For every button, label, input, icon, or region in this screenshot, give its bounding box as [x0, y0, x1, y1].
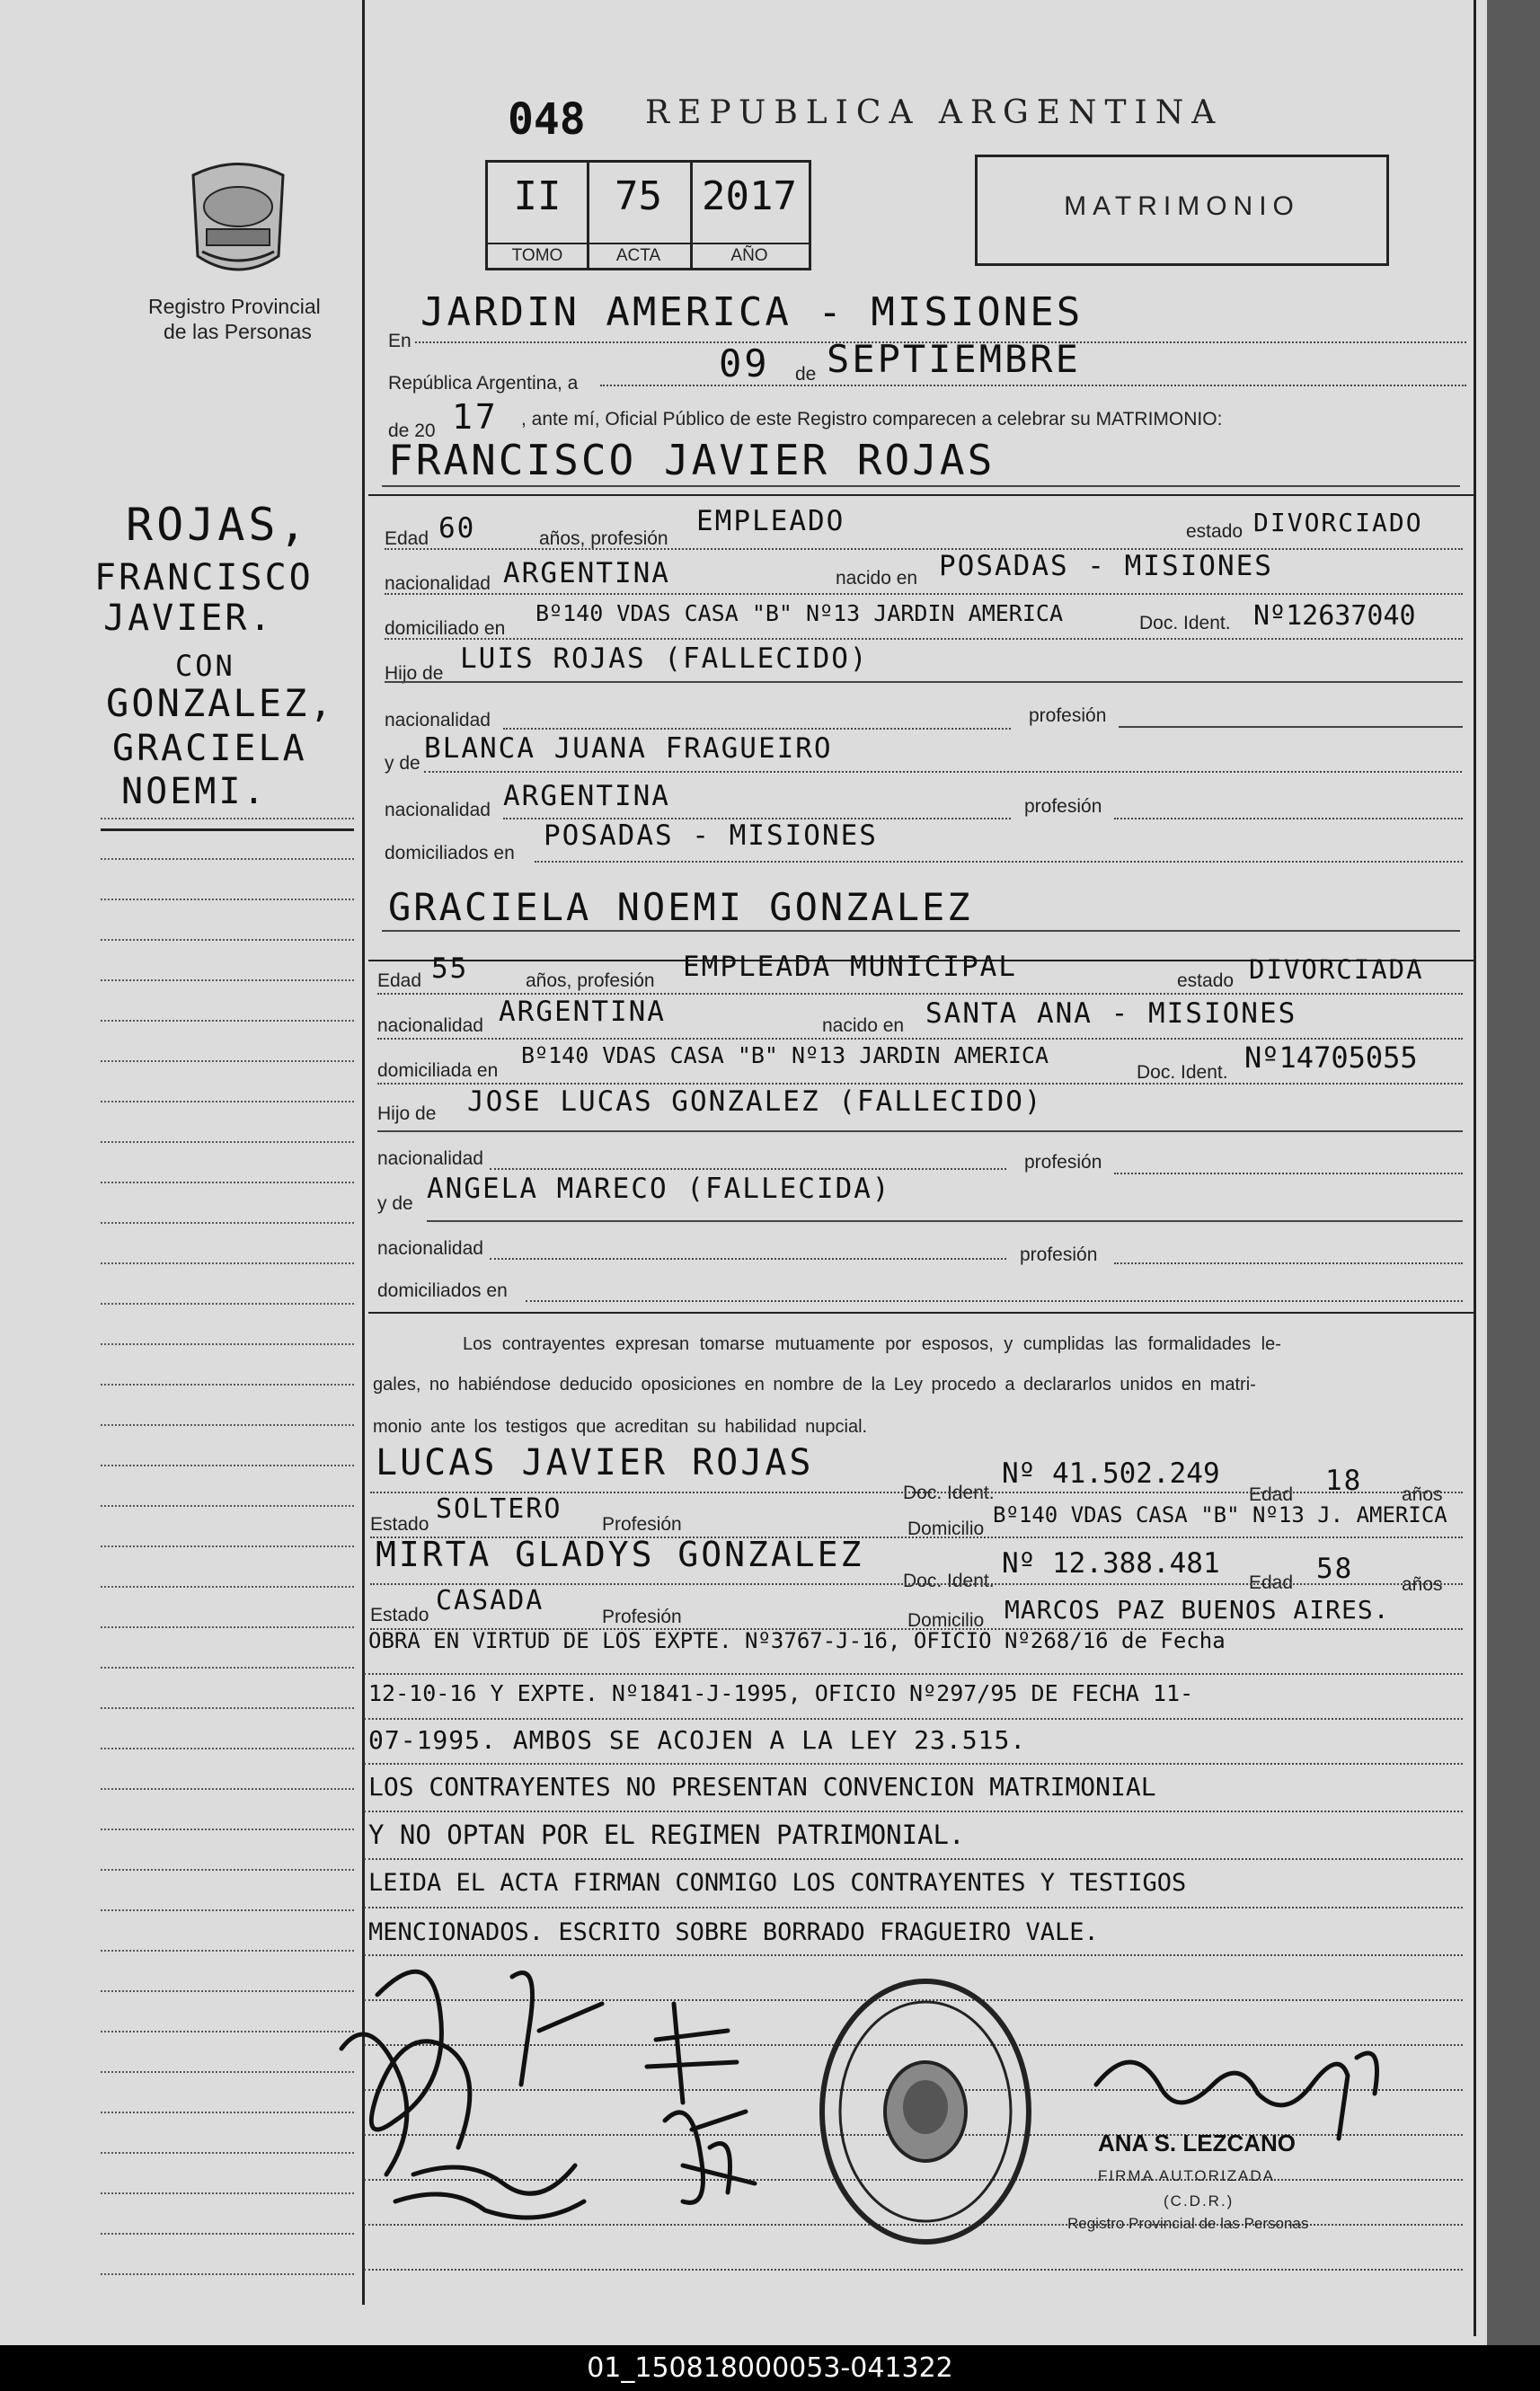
groom-name: FRANCISCO JAVIER ROJAS: [388, 436, 996, 484]
margin-note-line3: JAVIER.: [103, 598, 274, 639]
notes-line5-rule: [364, 1858, 1463, 1860]
witness1-edad-label: Edad: [1249, 1484, 1294, 1505]
witness2-anios-label: años: [1402, 1574, 1443, 1595]
anio-label: AÑO: [690, 243, 809, 268]
c2-madre-nac-label: nacionalidad: [377, 1238, 483, 1259]
margin-note-line7: NOEMI.: [121, 771, 268, 812]
witness1-doc: Nº 41.502.249: [1002, 1457, 1220, 1490]
c1-hijo-label: Hijo de: [385, 663, 444, 684]
c1-nacionalidad-line: [385, 593, 1463, 595]
c1-padre: LUIS ROJAS (FALLECIDO): [460, 642, 869, 675]
witness1-doc-label: Doc. Ident.: [903, 1483, 995, 1503]
witness1-estado-label: Estado: [370, 1514, 429, 1535]
record-number: 048: [508, 94, 586, 145]
witness1-estado: SOLTERO: [436, 1493, 562, 1525]
c1-doc: Nº12637040: [1253, 600, 1416, 632]
c2-domiciliados-label: domiciliados en: [377, 1280, 508, 1301]
section-separator-1: [368, 494, 1475, 496]
margin-note-line2: FRANCISCO: [94, 557, 314, 598]
c1-padres-domicilio: POSADAS - MISIONES: [544, 819, 878, 852]
date-line: [600, 385, 1466, 386]
c2-padre: JOSE LUCAS GONZALEZ (FALLECIDO): [467, 1085, 1043, 1118]
c2-estado-label: estado: [1177, 970, 1235, 991]
registry-stamp-icon: [813, 1972, 1038, 2251]
c1-padre-nac-line: [503, 728, 1011, 730]
c1-doc-label: Doc. Ident.: [1139, 613, 1231, 633]
c1-nacido-label: nacido en: [836, 568, 918, 589]
witness2-doc: Nº 12.388.481: [1002, 1547, 1220, 1580]
c1-padre-prof-label: profesión: [1029, 705, 1107, 726]
witness1-domicilio: Bº140 VDAS CASA "B" Nº13 J. AMERICA: [993, 1502, 1447, 1528]
c1-domiciliados-label: domiciliados en: [385, 843, 515, 863]
declaration-line1: Los contrayentes expresan tomarse mutuamente por esposos, y cumplidas las formalidades le-: [463, 1334, 1281, 1354]
ante-mi-text: , ante mí, Oficial Público de este Registro comparecen a celebrar su MATRIMONIO:: [521, 409, 1223, 429]
c2-madre-prof-label: profesión: [1020, 1244, 1098, 1265]
witness2-name: MIRTA GLADYS GONZALEZ: [376, 1535, 864, 1574]
c2-domicilio-line: [377, 1083, 1463, 1085]
witness2-edad-label: Edad: [1249, 1572, 1294, 1593]
registry-name-line2: de las Personas: [164, 320, 312, 343]
de20-label: de 20: [388, 421, 436, 441]
c1-madre-nac-label: nacionalidad: [385, 800, 491, 820]
c1-estado-label: estado: [1186, 521, 1244, 542]
c2-padre-prof-label: profesión: [1024, 1152, 1102, 1173]
notes-line4-rule: [364, 1811, 1463, 1812]
c2-edad: 55: [431, 952, 469, 985]
ceremony-place: JARDIN AMERICA - MISIONES: [420, 289, 1084, 335]
tomo-label: TOMO: [488, 243, 587, 268]
c1-nacionalidad-label: nacionalidad: [385, 573, 491, 594]
tomo-value: II: [513, 173, 562, 219]
c1-domicilio: Bº140 VDAS CASA "B" Nº13 JARDIN AMERICA: [535, 600, 1063, 626]
witness2-edad: 58: [1316, 1553, 1354, 1585]
c1-edad-label: Edad: [385, 528, 429, 549]
c2-nacido: SANTA ANA - MISIONES: [925, 997, 1297, 1030]
c2-domicilio: Bº140 VDAS CASA "B" Nº13 JARDIN AMERICA: [521, 1042, 1049, 1068]
anio-cell: [690, 163, 809, 268]
c2-nacionalidad-label: nacionalidad: [377, 1015, 483, 1036]
c2-estado: DIVORCIADA: [1249, 954, 1424, 985]
de-label: de: [795, 364, 817, 385]
notes-line1-rule: [364, 1673, 1463, 1675]
c2-madre: ANGELA MARECO (FALLECIDA): [427, 1173, 891, 1205]
witness2-estado: CASADA: [436, 1585, 544, 1616]
file-id-footer: 01_150818000053-041322: [0, 2345, 1540, 2391]
groom-name-line: [382, 485, 1460, 487]
margin-note-line6: GRACIELA: [112, 728, 307, 769]
c2-yde-label: y de: [377, 1193, 413, 1214]
c2-nacionalidad: ARGENTINA: [499, 996, 666, 1028]
c1-madre-prof-line: [1114, 818, 1463, 819]
margin-note-line1: ROJAS,: [126, 499, 310, 551]
registry-seal-icon: [184, 157, 292, 283]
section-separator-3: [368, 1312, 1475, 1314]
record-type: MATRIMONIO: [1064, 191, 1300, 221]
c1-padre-prof-line: [1119, 726, 1463, 728]
c1-nacionalidad: ARGENTINA: [503, 557, 670, 589]
c1-domicilio-line: [385, 638, 1463, 640]
c2-edad-line: [377, 993, 1463, 995]
c1-madre: BLANCA JUANA FRAGUEIRO: [424, 732, 833, 765]
c2-padre-nac-line: [490, 1168, 1006, 1170]
c1-domiciliado-label: domiciliado en: [385, 618, 506, 639]
c2-madre-prof-line: [1114, 1262, 1463, 1264]
signature-testigos: [629, 1977, 791, 2228]
witness1-anios-label: años: [1402, 1484, 1443, 1505]
c1-nacido: POSADAS - MISIONES: [939, 550, 1273, 582]
witness2-prof-label: Profesión: [602, 1607, 682, 1627]
c2-padres-domicilio-line: [526, 1300, 1463, 1302]
c1-padre-nac-label: nacionalidad: [385, 710, 491, 731]
witness2-doc-label: Doc. Ident.: [903, 1571, 995, 1591]
notes-line3: 07-1995. AMBOS SE ACOJEN A LA LEY 23.515.: [368, 1725, 1027, 1755]
c1-padres-domicilio-line: [535, 861, 1463, 863]
c2-hijo-label: Hijo de: [377, 1103, 437, 1124]
c2-padre-prof-line: [1114, 1173, 1463, 1174]
notes-line5: Y NO OPTAN POR EL REGIMEN PATRIMONIAL.: [368, 1820, 965, 1850]
tomo-acta-anio-box: [485, 160, 811, 270]
official-cdr: (C.D.R.): [1164, 2192, 1235, 2209]
notes-line6-rule: [364, 1907, 1463, 1908]
c1-anios-label: años, profesión: [539, 528, 668, 549]
acta-cell: [587, 163, 693, 268]
ruled-line: [364, 2269, 1463, 2271]
c1-madre-nacionalidad: ARGENTINA: [503, 780, 670, 812]
c1-padre-line: [385, 681, 1463, 683]
ceremony-month: SEPTIEMBRE: [827, 337, 1081, 381]
notes-line6: LEIDA EL ACTA FIRMAN CONMIGO LOS CONTRAYENTES Y TESTIGOS: [368, 1869, 1187, 1897]
notes-line2: 12-10-16 Y EXPTE. Nº1841-J-1995, OFICIO Nº297/95 DE FECHA 11-: [368, 1680, 1194, 1706]
official-registry: Registro Provincial de las Personas: [1067, 2215, 1309, 2232]
republica-label: República Argentina, a: [388, 373, 579, 394]
c1-madre-line: [424, 771, 1462, 773]
acta-value: 75: [615, 173, 662, 219]
official-title: FIRMA AUTORIZADA: [1098, 2167, 1275, 2184]
official-name: ANA S. LEZCANO: [1098, 2130, 1297, 2156]
c1-edad: 60: [438, 512, 476, 545]
country-title: REPUBLICA ARGENTINA: [645, 94, 1224, 131]
c2-nacido-label: nacido en: [822, 1015, 905, 1036]
witness2-domicilio-label: Domicilio: [907, 1610, 985, 1631]
c1-profesion: EMPLEADO: [696, 505, 845, 537]
c1-yde-label: y de: [385, 753, 420, 774]
c2-doc-label: Doc. Ident.: [1137, 1062, 1228, 1083]
anio-value: 2017: [702, 173, 797, 219]
registry-name-line1: Registro Provincial: [148, 295, 321, 318]
notes-line4: LOS CONTRAYENTES NO PRESENTAN CONVENCION MATRIMONIAL: [368, 1772, 1156, 1802]
c2-nacionalidad-line: [377, 1038, 1463, 1040]
ceremony-day: 09: [719, 341, 770, 385]
book-edge-shadow: [1487, 0, 1540, 2345]
c2-padre-nac-label: nacionalidad: [377, 1148, 483, 1169]
c2-domiciliada-label: domiciliada en: [377, 1060, 499, 1081]
margin-note-line4: CON: [175, 649, 235, 683]
c1-estado: DIVORCIADO: [1253, 508, 1423, 537]
c2-anios-label: años, profesión: [526, 970, 655, 991]
c2-madre-nac-line: [490, 1258, 1006, 1260]
c2-profesion: EMPLEADA MUNICIPAL: [683, 951, 1017, 983]
notes-line1: OBRA EN VIRTUD DE LOS EXPTE. Nº3767-J-16, OFICIO Nº268/16 de Fecha: [368, 1628, 1226, 1653]
declaration-line3: monio ante los testigos que acreditan su habilidad nupcial.: [373, 1417, 868, 1437]
declaration-line2: gales, no habiéndose deducido oposiciones en nombre de la Ley procedo a declararlos unidos en matri-: [373, 1375, 1256, 1395]
witness1-domicilio-label: Domicilio: [907, 1519, 985, 1539]
right-border-rule: [1474, 0, 1476, 2336]
notes-line7: MENCIONADOS. ESCRITO SOBRE BORRADO FRAGUEIRO VALE.: [368, 1918, 1099, 1946]
c1-madre-prof-label: profesión: [1024, 796, 1102, 817]
witness1-name: LUCAS JAVIER ROJAS: [376, 1442, 814, 1483]
bride-name-line: [382, 930, 1460, 932]
notes-line2-rule: [364, 1718, 1463, 1720]
witness1-edad: 18: [1325, 1465, 1363, 1497]
witness2-estado-label: Estado: [370, 1605, 429, 1625]
c2-doc: Nº14705055: [1244, 1041, 1418, 1075]
c1-edad-line: [385, 548, 1463, 550]
notes-line3-rule: [364, 1763, 1463, 1765]
margin-note-underline: [101, 828, 354, 831]
acta-label: ACTA: [587, 243, 690, 268]
c2-padre-line: [377, 1130, 1463, 1132]
bride-name: GRACIELA NOEMI GONZALEZ: [388, 885, 973, 929]
c2-edad-label: Edad: [377, 970, 422, 991]
en-label: En: [388, 331, 412, 351]
c2-madre-line: [427, 1220, 1463, 1222]
ceremony-year-suffix: 17: [452, 397, 499, 437]
witness1-prof-label: Profesión: [602, 1514, 682, 1535]
tomo-cell: [488, 163, 589, 268]
margin-note-line5: GONZALEZ,: [106, 681, 335, 725]
record-type-box: [975, 155, 1389, 266]
witness2-domicilio: MARCOS PAZ BUENOS AIRES.: [1005, 1595, 1390, 1625]
